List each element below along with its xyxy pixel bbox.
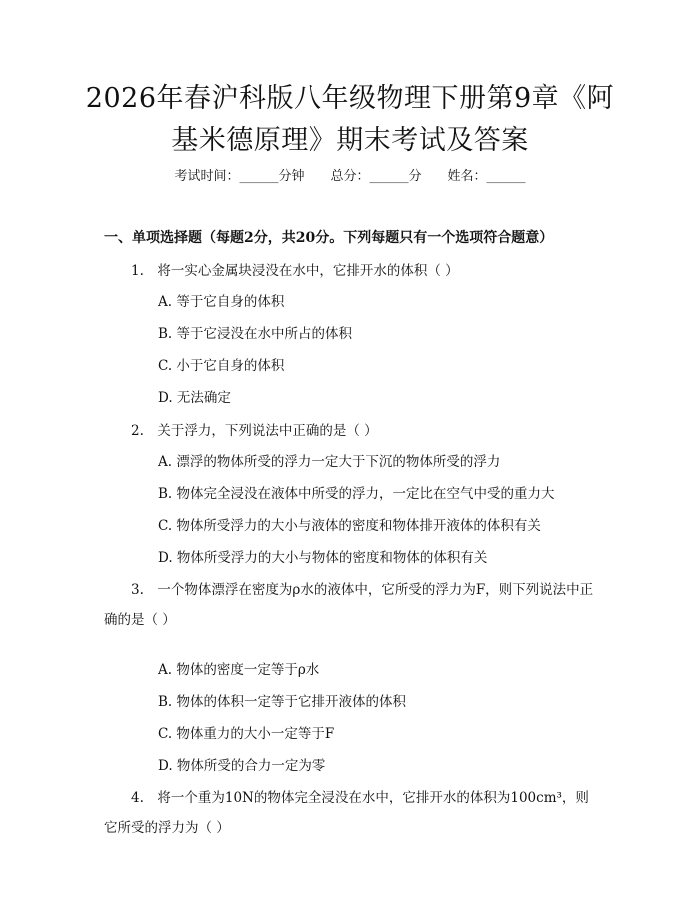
section-heading-1: 一、单项选择题（每题2分，共20分。下列每题只有一个选项符合题意） [104, 230, 554, 246]
question-3: 3. 一个物体漂浮在密度为ρ水的液体中，它所受的浮力为F，则下列说法中正确的是（ ） [104, 582, 594, 628]
question-3-option-d: D. 物体所受的合力一定为零 [158, 758, 326, 774]
question-2-option-a: A. 漂浮的物体所受的浮力一定大于下沉的物体所受的浮力 [158, 454, 501, 470]
question-1-option-c: C. 小于它自身的体积 [158, 358, 285, 374]
exam-info-line [0, 167, 700, 187]
question-2-option-b: B. 物体完全浸没在液体中所受的浮力，一定比在空气中受的重力大 [158, 486, 555, 502]
question-2-option-d: D. 物体所受浮力的大小与物体的密度和物体的体积有关 [158, 550, 488, 566]
question-1: 1. 将一实心金属块浸没在水中，它排开水的体积（ ） [131, 263, 459, 279]
question-3-option-c: C. 物体重力的大小一定等于F [158, 726, 335, 742]
title-line-2: 基米德原理》期末考试及答案 [171, 125, 529, 156]
title-line-1: 2026年春沪科版八年级物理下册第9章《阿 [85, 83, 615, 114]
total-score-field: 总分：______分 [330, 169, 422, 184]
question-1-option-d: D. 无法确定 [158, 390, 231, 406]
question-2: 2. 关于浮力，下列说法中正确的是（ ） [131, 423, 378, 439]
question-3-option-a: A. 物体的密度一定等于ρ水 [158, 662, 320, 678]
question-3-option-b: B. 物体的体积一定等于它排开液体的体积 [158, 694, 407, 710]
exam-time-field: 考试时间：______分钟 [174, 169, 305, 184]
question-2-option-c: C. 物体所受浮力的大小与液体的密度和物体排开液体的体积有关 [158, 518, 541, 534]
question-1-option-a: A. 等于它自身的体积 [158, 294, 285, 310]
question-1-option-b: B. 等于它浸没在水中所占的体积 [158, 326, 353, 342]
question-4: 4. 将一个重为10N的物体完全浸没在水中，它排开水的体积为100cm³，则它所受的浮力为（ ） [104, 790, 589, 836]
student-name-field: 姓名：______ [447, 169, 526, 184]
exam-title [70, 78, 630, 162]
